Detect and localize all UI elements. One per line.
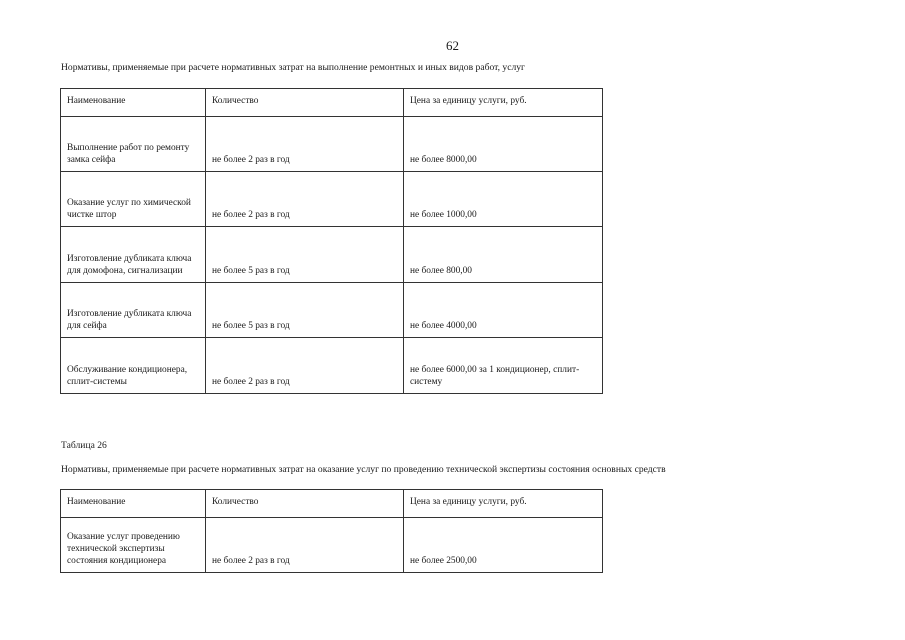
table-caption-1: Нормативы, применяемые при расчете нормативных затрат на выполнение ремонтных и иных видов работ, услуг (61, 62, 525, 73)
row-price: не более 6000,00 за 1 кондиционер, сплит-систему (404, 338, 603, 394)
row-quantity: не более 2 раз в год (206, 518, 404, 573)
table-row (61, 518, 603, 573)
table-header-row (61, 89, 603, 117)
table-caption-2: Нормативы, применяемые при расчете нормативных затрат на оказание услуг по проведению технической экспертизы состояния основных средств (61, 464, 666, 475)
header-quantity: Количество (206, 490, 404, 518)
row-quantity: не более 5 раз в год (206, 283, 404, 338)
row-name: Оказание услуг по химической чистке штор (61, 172, 206, 227)
row-name: Обслуживание кондиционера, сплит-системы (61, 338, 206, 394)
row-name: Изготовление дубликата ключа для сейфа (61, 283, 206, 338)
table-header-row (61, 490, 603, 518)
row-price: не более 1000,00 (404, 172, 603, 227)
row-quantity: не более 2 раз в год (206, 172, 404, 227)
row-name: Выполнение работ по ремонту замка сейфа (61, 117, 206, 172)
table-row (61, 117, 603, 172)
table-row (61, 338, 603, 394)
header-quantity: Количество (206, 89, 404, 117)
header-price: Цена за единицу услуги, руб. (404, 89, 603, 117)
table-label-26: Таблица 26 (61, 440, 107, 451)
row-name: Оказание услуг проведению технической экспертизы состояния кондиционера (61, 518, 206, 573)
header-name: Наименование (61, 89, 206, 117)
row-quantity: не более 5 раз в год (206, 227, 404, 283)
header-price: Цена за единицу услуги, руб. (404, 490, 603, 518)
row-price: не более 800,00 (404, 227, 603, 283)
repair-norms-table (60, 88, 603, 394)
page-number: 62 (446, 38, 459, 53)
row-price: не более 4000,00 (404, 283, 603, 338)
table-row (61, 172, 603, 227)
row-name: Изготовление дубликата ключа для домофона, сигнализации (61, 227, 206, 283)
expertise-norms-table (60, 489, 603, 573)
header-name: Наименование (61, 490, 206, 518)
row-price: не более 8000,00 (404, 117, 603, 172)
table-row (61, 227, 603, 283)
row-price: не более 2500,00 (404, 518, 603, 573)
table-row (61, 283, 603, 338)
row-quantity: не более 2 раз в год (206, 338, 404, 394)
row-quantity: не более 2 раз в год (206, 117, 404, 172)
